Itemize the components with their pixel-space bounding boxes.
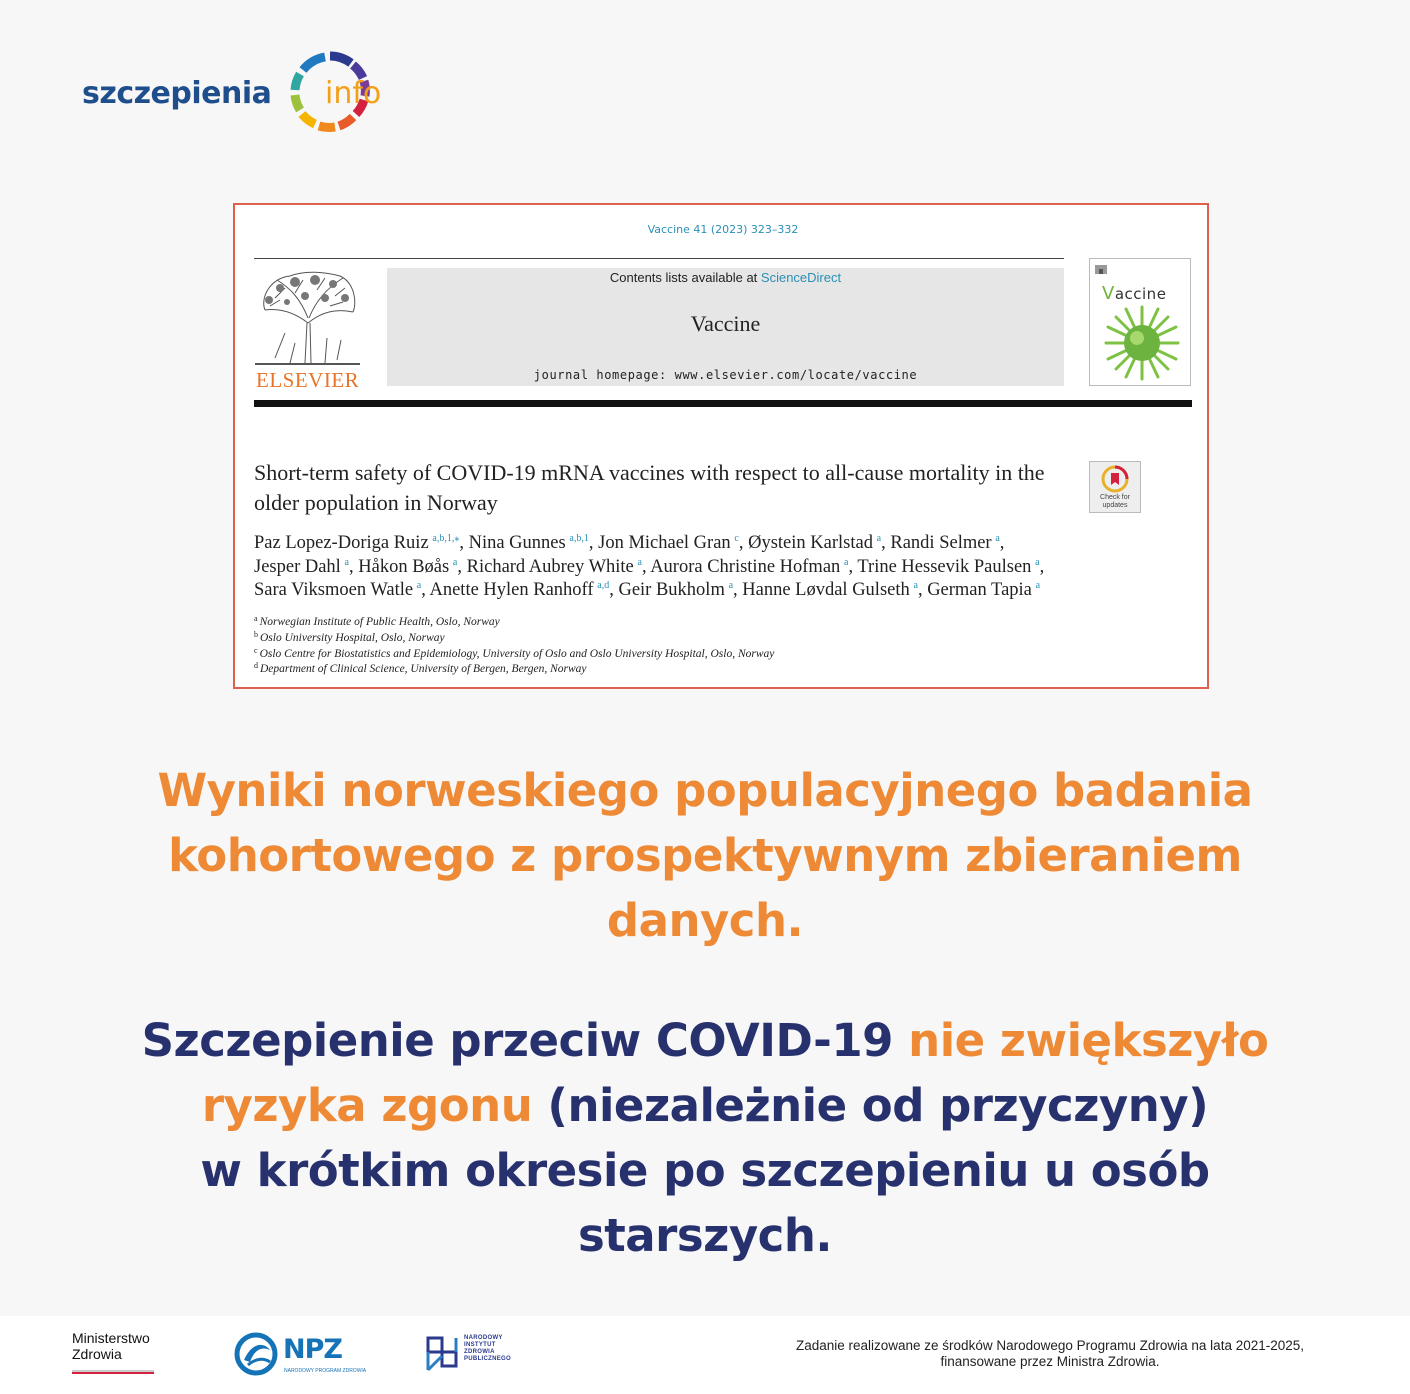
author-name[interactable]: Øystein Karlstad [748,533,873,553]
virus-icon [1102,303,1182,383]
author-affiliation-ref[interactable]: a [1035,556,1040,568]
nizp-name [464,1335,511,1363]
affiliation-key: c [254,645,258,655]
szczepienia-info-logo[interactable] [82,48,402,134]
author-affiliation-ref[interactable]: a [876,533,882,544]
ministry-name-line1: Ministerstwo [72,1330,150,1346]
header-divider [254,258,1064,259]
conclusion-highlight: nie zwiększyło [908,1014,1269,1067]
conclusion-line: w krótkim okresie po szczepieniu u osób [200,1144,1210,1197]
header-thick-divider [254,400,1192,407]
logo-word-info: info [325,76,382,111]
funding-line: finansowane przez Ministra Zdrowia. [940,1354,1160,1369]
author-affiliation-ref[interactable]: a [1035,580,1041,591]
conclusion-line [40,1008,1370,1073]
author-affiliation-ref[interactable]: a [728,580,734,591]
footer [0,1316,1410,1394]
journal-homepage[interactable]: journal homepage: www.elsevier.com/locate/vaccine [533,368,918,382]
affiliation-text: Department of Clinical Science, University of Bergen, Bergen, Norway [260,663,587,676]
journal-cover [1089,258,1191,386]
author-name[interactable]: Jesper Dahl [254,556,341,577]
affiliation-item [254,647,1054,663]
nizp-name-line: NARODOWY [464,1335,503,1341]
contents-prefix: Contents lists available at [609,270,761,285]
author-affiliation-ref[interactable]: c [734,533,739,544]
elsevier-wordmark: ELSEVIER [256,368,360,392]
author-affiliation-ref[interactable]: a [995,533,1000,544]
logo-word-szczepienia: szczepienia [82,76,272,111]
conclusion-text: Szczepienie przeciw COVID-19 [141,1014,909,1067]
crossmark-icon [1100,464,1130,494]
elsevier-small-icon [1094,263,1108,275]
funding-note [730,1338,1370,1370]
conclusion-text: (niezależnie od przyczyny) [532,1079,1209,1132]
nizp-name-line: ZDROWIA [464,1349,495,1355]
nizp-logo[interactable] [424,1332,534,1380]
study-headline-line: Wyniki norweskiego populacyjnego badania [157,764,1253,817]
article-screenshot-card [233,203,1209,689]
author-affiliation-ref[interactable]: a [913,580,918,591]
author-name[interactable]: Anette Hylen Ranhoff [429,580,594,600]
cover-title [1102,283,1166,304]
study-headline [40,758,1370,953]
polish-flag-bar [72,1370,154,1374]
author-name[interactable]: Aurora Christine Hofman [650,556,841,577]
npz-emblem-icon [234,1332,278,1376]
affiliation-key: d [254,661,258,671]
conclusion-headline [40,1008,1370,1268]
author-affiliation-ref[interactable]: a [344,556,349,568]
author-affiliation-ref[interactable]: a,b,1 [569,533,589,544]
author-affiliation-ref[interactable]: a [844,556,849,568]
ministry-of-health-logo[interactable] [72,1330,150,1362]
author-name[interactable]: Randi Selmer [890,533,992,553]
cover-title-rest: accine [1114,285,1167,303]
journal-citation[interactable]: Vaccine 41 (2023) 323–332 [647,223,799,236]
nizp-name-line: INSTYTUT [464,1342,496,1348]
study-headline-line: kohortowego z prospektywnym zbieraniem [168,829,1242,882]
journal-banner [387,268,1064,386]
crossmark-label: Check for updates [1100,494,1130,509]
paper-title: Short-term safety of COVID-19 mRNA vaccines with respect to all-cause mortality in the older population in Norway [254,460,1045,515]
affiliation-text: Norwegian Institute of Public Health, Oslo, Norway [259,616,500,628]
author-name[interactable]: Hanne Løvdal Gulseth [742,580,910,600]
author-affiliation-ref[interactable]: a,b,1,⁎ [432,533,460,544]
conclusion-line [40,1073,1370,1138]
npz-subtitle: NARODOWY PROGRAM ZDROWIA [284,1368,367,1374]
author-name[interactable]: Paz Lopez-Doriga Ruiz [254,533,429,553]
elsevier-tree-icon [255,268,360,366]
study-headline-line: danych. [606,894,804,947]
affiliation-item [254,631,1054,647]
affiliation-item [254,662,1054,678]
author-name[interactable]: German Tapia [927,580,1032,600]
npz-logo[interactable] [234,1332,367,1378]
author-name[interactable]: Richard Aubrey White [466,556,634,577]
author-name[interactable]: Håkon Bøås [358,556,450,577]
conclusion-highlight: ryzyka zgonu [201,1079,533,1132]
affiliation-key: b [254,629,258,639]
affiliation-text: Oslo Centre for Biostatistics and Epidemiology, University of Oslo and Oslo University Hospital, Oslo, Norway [259,647,775,660]
author-name[interactable]: Geir Bukholm [618,580,725,600]
author-name[interactable]: Trine Hessevik Paulsen [857,556,1032,577]
conclusion-line: starszych. [578,1209,832,1262]
author-name[interactable]: Nina Gunnes [468,533,566,553]
author-affiliation-ref[interactable]: a [416,580,422,591]
author-name[interactable]: Jon Michael Gran [598,533,731,553]
author-affiliation-ref[interactable]: a [452,556,458,568]
cover-title-initial: V [1102,283,1115,304]
affiliation-list [254,615,1054,678]
affiliation-key: a [254,614,258,623]
npz-wordmark: NPZ [283,1334,342,1365]
article-header [250,220,1196,676]
check-for-updates-badge[interactable] [1089,461,1141,513]
contents-line [387,270,1064,285]
nizp-emblem-icon [424,1334,460,1374]
author-list: Paz Lopez-Doriga Ruiz $^{a,b,1,⁎}$, Nina Gunnes $^{a,b,1}$, Jon Michael Gran $^c$, Øystein Karlstad $^a$, Randi Selmer $^a$, Jesper Dahl $^a$, Håkon Bøås $^a$, Richard Aubrey White $^a$, Aurora Christine Hofman $^a$, Trine Hessevik Paulsen $^a$, Sara Viksmoen Watle $^a$, Anette Hylen Ranhoff $^{a,d}$, Geir Bukholm $^a$, Hanne Løvdal Gulseth $^a$, German Tapia $^a$ [254,533,1045,600]
affiliation-text: Oslo University Hospital, Oslo, Norway [260,631,445,644]
nizp-name-line: PUBLICZNEGO [464,1356,511,1362]
journal-title: Vaccine [690,311,761,336]
author-affiliation-ref[interactable]: a,d [597,580,610,591]
author-name[interactable]: Sara Viksmoen Watle [254,580,414,600]
ministry-name-line2: Zdrowia [72,1346,122,1362]
funding-line: Zadanie realizowane ze środków Narodowego Programu Zdrowia na lata 2021-2025, [795,1338,1305,1353]
affiliation-item [254,615,1054,631]
sciencedirect-link[interactable]: ScienceDirect [760,270,842,285]
author-affiliation-ref[interactable]: a [637,556,642,568]
